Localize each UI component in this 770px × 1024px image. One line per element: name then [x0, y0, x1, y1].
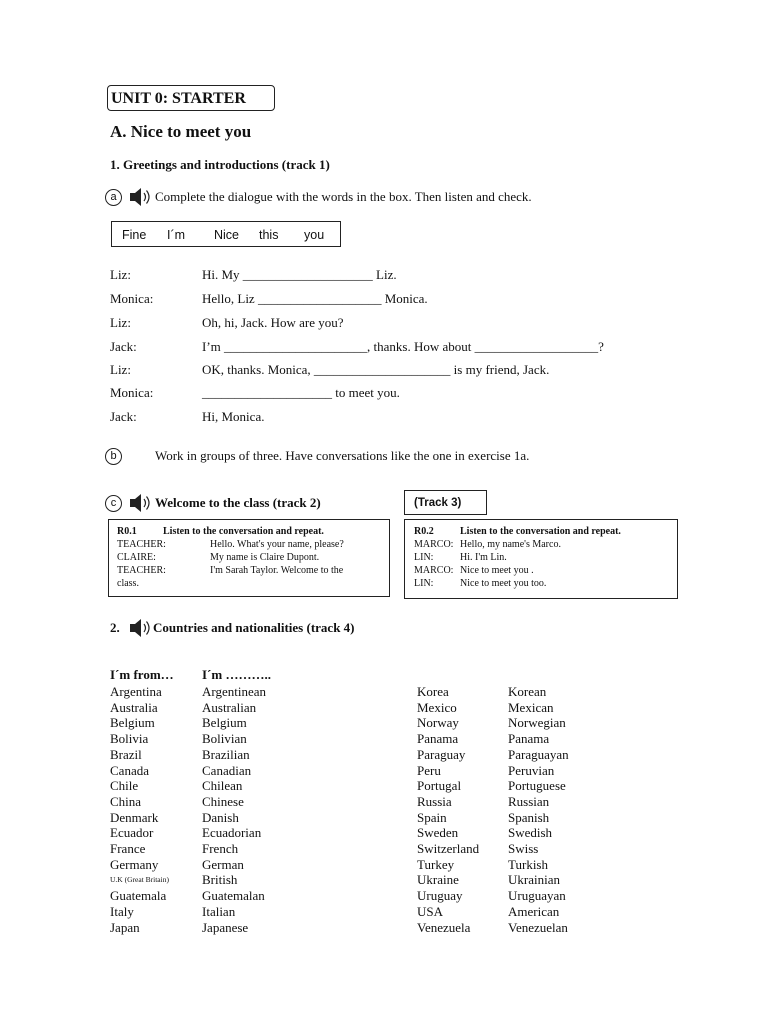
country: Russia: [417, 793, 452, 809]
country: China: [110, 793, 142, 809]
dialogue-line: Hello, Liz ___________________ Monica.: [202, 291, 428, 306]
transcript-title: Listen to the conversation and repeat.: [163, 526, 324, 537]
section-a-heading: A. Nice to meet you: [110, 122, 252, 141]
dialogue-line: Oh, hi, Jack. How are you?: [202, 315, 344, 330]
country: Venezuela: [417, 919, 471, 935]
nationality: French: [202, 841, 239, 857]
nationality: Argentinean: [202, 684, 267, 699]
nationality: Swiss: [508, 841, 539, 857]
unit-title: UNIT 0: STARTER: [107, 85, 275, 111]
nationality: Korean: [508, 684, 547, 699]
country-list-left: [110, 684, 169, 935]
track3-label: (Track 3): [404, 490, 487, 515]
country: Ukraine: [417, 872, 459, 888]
dialogue-line: Hi. My ____________________ Liz.: [202, 267, 397, 282]
country: Portugal: [417, 778, 462, 794]
country: U.K (Great Britain): [110, 875, 169, 885]
country: Mexico: [417, 699, 457, 715]
nationality: Turkish: [508, 856, 548, 872]
word-box-item: this: [259, 228, 279, 242]
country: Paraguay: [417, 746, 466, 762]
transcript-title: Listen to the conversation and repeat.: [460, 526, 621, 537]
country: Ecuador: [110, 825, 154, 841]
word-box-item: Nice: [214, 228, 240, 242]
transcript-text: Nice to meet you .: [460, 565, 534, 576]
country: Italy: [110, 903, 134, 919]
transcript-r01: [108, 519, 390, 597]
transcript-text: My name is Claire Dupont.: [210, 552, 320, 563]
exercise-a-instruction: Complete the dialogue with the words in the box. Then listen and check.: [155, 189, 532, 204]
dialogue-line: ____________________ to meet you.: [202, 385, 400, 400]
country: Peru: [417, 762, 441, 778]
transcript-code: R0.1: [117, 526, 137, 537]
country: Brazil: [110, 746, 142, 762]
country: Chile: [110, 778, 139, 794]
dialogue-line: OK, thanks. Monica, _____________________ is my friend, Jack.: [202, 362, 550, 377]
nationality: Spanish: [508, 809, 550, 825]
speaker-icon[interactable]: [128, 492, 152, 514]
nationality-list-right: [508, 684, 569, 935]
nationality: Chinese: [202, 793, 244, 809]
column-header-country: I´m from…: [110, 667, 174, 682]
nationality: Paraguayan: [508, 746, 569, 762]
nationality: British: [202, 872, 238, 888]
transcript-speaker: class.: [117, 578, 139, 589]
transcript-speaker: MARCO:: [414, 539, 454, 550]
nationality: Australian: [202, 699, 257, 715]
dialogue-speaker: Liz:: [110, 267, 131, 282]
nationality: Russian: [508, 793, 550, 809]
nationality: Belgium: [202, 715, 247, 731]
exercise-a-label: a: [105, 189, 122, 206]
nationality: Japanese: [202, 919, 249, 935]
country: Argentina: [110, 684, 162, 699]
nationality: American: [508, 903, 560, 919]
dialogue-speaker: Liz:: [110, 362, 131, 377]
nationality: Brazilian: [202, 746, 250, 762]
transcript-speaker: TEACHER:: [117, 539, 166, 550]
dialogue-line: I’m ______________________, thanks. How about ___________________?: [202, 339, 604, 354]
dialogue-speaker: Liz:: [110, 315, 131, 330]
country: France: [110, 841, 146, 857]
country: USA: [417, 903, 444, 919]
country: Japan: [110, 919, 140, 935]
nationality: Chilean: [202, 778, 243, 794]
country-list-right: [417, 684, 479, 935]
speaker-icon[interactable]: [128, 186, 152, 208]
exercise-b-label: b: [105, 448, 122, 465]
nationality: Panama: [508, 731, 550, 747]
country: Turkey: [417, 856, 455, 872]
country: Norway: [417, 715, 459, 731]
nationality: Danish: [202, 809, 239, 825]
dialogue-speaker: Jack:: [110, 409, 137, 424]
word-box-item: I´m: [167, 228, 186, 242]
nationality: Mexican: [508, 699, 554, 715]
country: Canada: [110, 762, 149, 778]
nationality: German: [202, 856, 244, 872]
heading-greetings: 1. Greetings and introductions (track 1): [110, 157, 330, 172]
dialogue-speaker: Monica:: [110, 291, 154, 306]
transcript-speaker: MARCO:: [414, 565, 454, 576]
country: Panama: [417, 731, 459, 747]
country: Bolivia: [110, 731, 149, 747]
country: Guatemala: [110, 888, 167, 904]
dialogue-speaker: Monica:: [110, 385, 154, 400]
country: Belgium: [110, 715, 155, 731]
nationality: Venezuelan: [508, 919, 568, 935]
transcript-text: I'm Sarah Taylor. Welcome to the: [210, 565, 344, 576]
transcript-text: Hello, my name's Marco.: [460, 539, 561, 550]
nationality: Norwegian: [508, 715, 566, 731]
word-box: [111, 221, 341, 247]
nationality: Peruvian: [508, 762, 555, 778]
exercise-c-label: c: [105, 495, 122, 512]
dialogue-line: Hi, Monica.: [202, 409, 265, 424]
nationality: Guatemalan: [202, 888, 265, 904]
nationality: Bolivian: [202, 731, 247, 747]
country: Switzerland: [417, 841, 480, 857]
country: Sweden: [417, 825, 459, 841]
dialogue-speaker: Jack:: [110, 339, 137, 354]
transcript-text: Hi. I'm Lin.: [460, 552, 507, 563]
nationality-list-left: [202, 684, 266, 935]
nationality: Uruguayan: [508, 888, 566, 904]
exercise-c-title: Welcome to the class (track 2): [155, 495, 321, 510]
nationality: Swedish: [508, 825, 553, 841]
transcript-speaker: LIN:: [414, 552, 434, 563]
transcript-speaker: TEACHER:: [117, 565, 166, 576]
word-box-item: Fine: [122, 228, 147, 242]
country: Germany: [110, 856, 159, 872]
heading-countries-title: Countries and nationalities (track 4): [153, 620, 355, 635]
nationality: Ukrainian: [508, 872, 560, 888]
transcript-code: R0.2: [414, 526, 434, 537]
country: Denmark: [110, 809, 159, 825]
exercise-b-instruction: Work in groups of three. Have conversations like the one in exercise 1a.: [155, 448, 530, 463]
transcript-text: Hello. What's your name, please?: [210, 539, 344, 550]
transcript-text: Nice to meet you too.: [460, 578, 547, 589]
transcript-r02: [404, 519, 678, 599]
country: Spain: [417, 809, 447, 825]
transcript-speaker: CLAIRE:: [117, 552, 156, 563]
heading-countries-number: 2.: [110, 620, 120, 635]
country: Korea: [417, 684, 449, 699]
speaker-icon[interactable]: [128, 617, 152, 639]
nationality: Ecuadorian: [202, 825, 262, 841]
transcript-speaker: LIN:: [414, 578, 434, 589]
nationality: Canadian: [202, 762, 252, 778]
country: Uruguay: [417, 888, 463, 904]
column-header-nationality: I´m ………..: [202, 667, 271, 682]
nationality: Italian: [202, 903, 236, 919]
country: Australia: [110, 699, 158, 715]
word-box-item: you: [304, 228, 325, 242]
nationality: Portuguese: [508, 778, 566, 794]
